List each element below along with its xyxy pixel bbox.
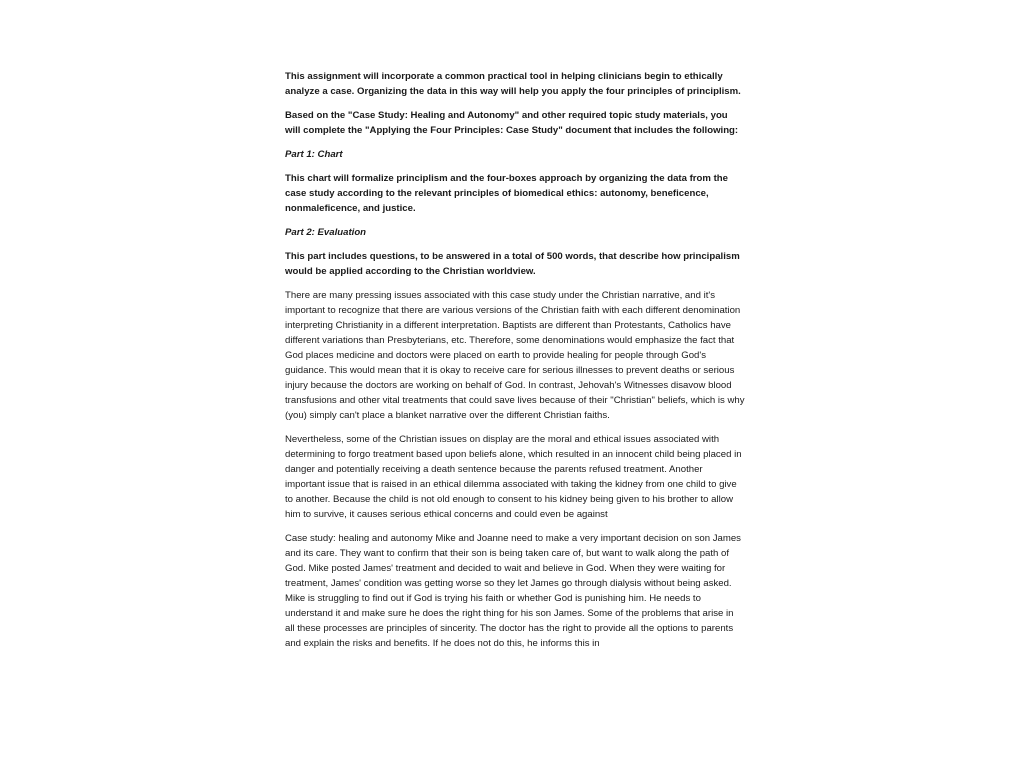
part1-description: This chart will formalize principlism and the four-boxes approach by organizing the data from the case study according to the relevant principles of biomedical ethics: autonomy, beneficence, nonmaleficence, and justice. bbox=[285, 173, 728, 214]
part2-description: This part includes questions, to be answered in a total of 500 words, that describe how principalism would be applied according to the Christian worldview. bbox=[285, 251, 740, 277]
instructions-paragraph: Based on the "Case Study: Healing and Autonomy" and other required topic study materials, you will complete the "Applying the Four Principles: Case Study" document that includes the following: bbox=[285, 110, 739, 136]
body-paragraph-1: There are many pressing issues associated with this case study under the Christian narrative, and it's important to recognize that there are various versions of the Christian faith with each different denomination interpreting Christianity in a different interpretation. Baptists are different than Protestants, Catholics have different variations than Presbyterians, etc. Therefore, some denominations would emphasize the fact that God places medicine and doctors were placed on earth to provide healing for people through God's guidance. This would mean that it is okay to receive care for serious illnesses to prevent deaths or serious injury because the doctors are working on behalf of God. In contrast, Jehovah's Witnesses disavow blood transfusions and other vital treatments that could save lives because of their "Christian" beliefs, which is why (you) simply can't place a blanket narrative over the different Christian faiths. bbox=[285, 290, 745, 421]
body-paragraph-3: Case study: healing and autonomy Mike and Joanne need to make a very important decision on son James and its care. They want to confirm that their son is being taken care of, but want to walk along the path of God. Mike posted James' treatment and decided to wait and believe in God. When they were waiting for treatment, James' condition was getting worse so they let James go through dialysis without being asked. Mike is struggling to find out if God is trying his faith or whether God is punishing him. He needs to understand it and make sure he does the right thing for his son James. Some of the problems that arise in all these processes are principles of sincerity. The doctor has the right to provide all the options to parents and explain the risks and benefits. If he does not do this, he informs this in bbox=[285, 533, 741, 649]
document-page bbox=[285, 69, 745, 660]
intro-paragraph: This assignment will incorporate a common practical tool in helping clinicians begin to ethically analyze a case. Organizing the data in this way will help you apply the four principles of principlism. bbox=[285, 71, 741, 97]
part2-heading: Part 2: Evaluation bbox=[285, 227, 367, 238]
body-paragraph-2: Nevertheless, some of the Christian issues on display are the moral and ethical issues associated with determining to forgo treatment based upon beliefs alone, which resulted in an innocent child being placed in danger and potentially receiving a death sentence because the parents refused treatment. Another important issue that is raised in an ethical dilemma associated with taking the kidney from one child to give to another. Because the child is not old enough to consent to his kidney being given to his brother to allow him to survive, it causes serious ethical concerns and could even be against bbox=[285, 434, 742, 520]
part1-heading: Part 1: Chart bbox=[285, 149, 343, 160]
